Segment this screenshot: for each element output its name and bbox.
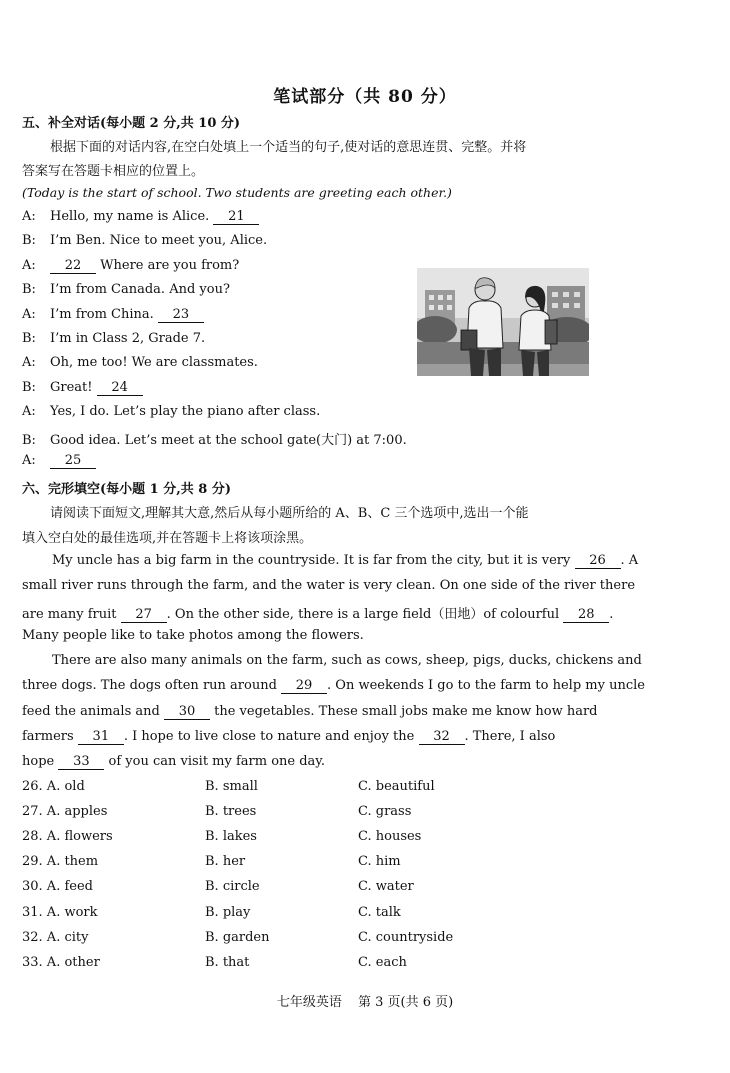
dialogue-line xyxy=(22,404,320,419)
passage-line-4: Many people like to take photos among the flowers. xyxy=(22,628,364,643)
dialogue-text: Great! xyxy=(50,379,93,395)
dialogue-line xyxy=(22,331,205,346)
option-b: B. small xyxy=(205,779,258,794)
option-c: C. countryside xyxy=(358,929,454,945)
option-b: B. that xyxy=(205,954,250,970)
students-greeting-illustration xyxy=(417,268,589,376)
option-c: C. each xyxy=(358,954,407,970)
blank-27: 27 xyxy=(121,607,167,623)
speaker-label: A: xyxy=(22,404,36,420)
blank-26: 26 xyxy=(575,553,621,569)
option-b: B. her xyxy=(205,854,246,870)
speaker-label: B: xyxy=(22,282,36,298)
speaker-label: B: xyxy=(22,331,36,346)
dialogue-line xyxy=(22,355,258,370)
dialogue-text: Where are you from? xyxy=(100,257,240,273)
dialogue-line xyxy=(22,258,239,274)
blank-33: 33 xyxy=(58,754,104,770)
blank-32: 32 xyxy=(419,729,465,745)
section-6-heading: 六、完形填空(每小题 1 分,共 8 分) xyxy=(22,482,232,497)
dialogue-text: Oh, me too! We are classmates. xyxy=(50,355,258,371)
blank-30: 30 xyxy=(164,704,210,720)
dialogue-line xyxy=(22,453,96,469)
speaker-label: A: xyxy=(22,453,36,468)
dialogue-line xyxy=(22,307,204,323)
option-c: C. him xyxy=(358,854,401,870)
passage-line-9: hope 33 of you can visit my farm one day. xyxy=(22,754,326,769)
page-footer xyxy=(0,991,730,1010)
blank-31: 31 xyxy=(78,729,124,745)
speaker-label: A: xyxy=(22,306,36,322)
section-6-instruction-line2: 填入空白处的最佳选项,并在答题卡上将该项涂黑。 xyxy=(22,531,313,546)
dialogue-text: Hello, my name is Alice. xyxy=(50,209,210,224)
option-c: C. talk xyxy=(358,904,401,920)
speaker-label: B: xyxy=(22,233,36,249)
blank-22: 22 xyxy=(50,258,96,274)
option-a: 30. A. feed xyxy=(22,879,93,895)
option-a: 26. A. old xyxy=(22,779,85,794)
option-c: C. grass xyxy=(358,804,412,820)
option-b: B. garden xyxy=(205,929,270,945)
dialogue-line xyxy=(22,209,259,225)
dialogue-text: I’m from Canada. And you? xyxy=(50,282,230,298)
passage-line-6: three dogs. The dogs often run around 29 . On weekends I go to the farm to help my uncle xyxy=(22,678,645,693)
option-a: 29. A. them xyxy=(22,854,99,870)
option-a: 33. A. other xyxy=(22,954,100,970)
blank-23: 23 xyxy=(158,307,204,323)
speaker-label: A: xyxy=(22,209,36,224)
speaker-label: A: xyxy=(22,355,36,371)
option-b: B. lakes xyxy=(205,829,257,845)
passage-line-2: small river runs through the farm, and the water is very clean. On one side of the river there xyxy=(22,578,636,593)
page-title: 笔试部分（共 80 分） xyxy=(273,87,457,107)
blank-28: 28 xyxy=(563,607,609,623)
option-a: 32. A. city xyxy=(22,929,89,945)
dialogue-text: Good idea. Let’s meet at the school gate(大门) at 7:00. xyxy=(50,432,407,448)
option-b: B. trees xyxy=(205,804,257,820)
dialogue-text: I’m Ben. Nice to meet you, Alice. xyxy=(50,233,268,249)
passage-line-5: There are also many animals on the farm, such as cows, sheep, pigs, ducks, chickens and xyxy=(52,653,642,668)
section-5-heading: 五、补全对话(每小题 2 分,共 10 分) xyxy=(22,116,241,131)
speaker-label: B: xyxy=(22,379,36,395)
option-b: B. circle xyxy=(205,879,260,895)
dialogue-text: I’m in Class 2, Grade 7. xyxy=(50,331,206,346)
speaker-label: B: xyxy=(22,432,36,448)
option-c: C. houses xyxy=(358,829,422,845)
dialogue-text: Yes, I do. Let’s play the piano after class. xyxy=(50,404,321,420)
blank-25: 25 xyxy=(50,453,96,469)
option-b: B. play xyxy=(205,904,251,920)
speaker-label: A: xyxy=(22,257,36,273)
dialogue-line xyxy=(22,233,267,248)
passage-line-7: feed the animals and 30 the vegetables. These small jobs make me know how hard xyxy=(22,704,598,719)
passage-line-8: farmers 31 . I hope to live close to nature and enjoy the 32 . There, I also xyxy=(22,729,556,744)
footer-subject: 七年级英语 xyxy=(276,995,342,1010)
footer-page-number: 第 3 页(共 6 页) xyxy=(357,995,454,1010)
dialogue-scene-note: (Today is the start of school. Two students are greeting each other.) xyxy=(22,185,452,200)
blank-21: 21 xyxy=(213,209,259,225)
section-5-instruction-line2: 答案写在答题卡相应的位置上。 xyxy=(22,164,205,179)
option-a: 27. A. apples xyxy=(22,804,108,820)
option-a: 28. A. flowers xyxy=(22,829,113,845)
dialogue-text: I’m from China. xyxy=(50,306,154,322)
dialogue-line xyxy=(22,429,407,448)
section-6-instruction-line1: 请阅读下面短文,理解其大意,然后从每小题所给的 A、B、C 三个选项中,选出一个能 xyxy=(50,506,529,521)
blank-29: 29 xyxy=(281,678,327,694)
option-c: C. beautiful xyxy=(358,779,435,794)
dialogue-line xyxy=(22,380,143,396)
dialogue-line xyxy=(22,282,230,297)
passage-line-3: are many fruit 27 . On the other side, there is a large field（田地）of colourful 28 . xyxy=(22,607,614,622)
passage-line-1: My uncle has a big farm in the countryside. It is far from the city, but it is very 26 . A xyxy=(52,553,639,568)
option-a: 31. A. work xyxy=(22,904,98,920)
section-5-instruction-line1: 根据下面的对话内容,在空白处填上一个适当的句子,使对话的意思连贯、完整。并将 xyxy=(50,140,527,155)
blank-24: 24 xyxy=(97,380,143,396)
option-c: C. water xyxy=(358,879,414,895)
